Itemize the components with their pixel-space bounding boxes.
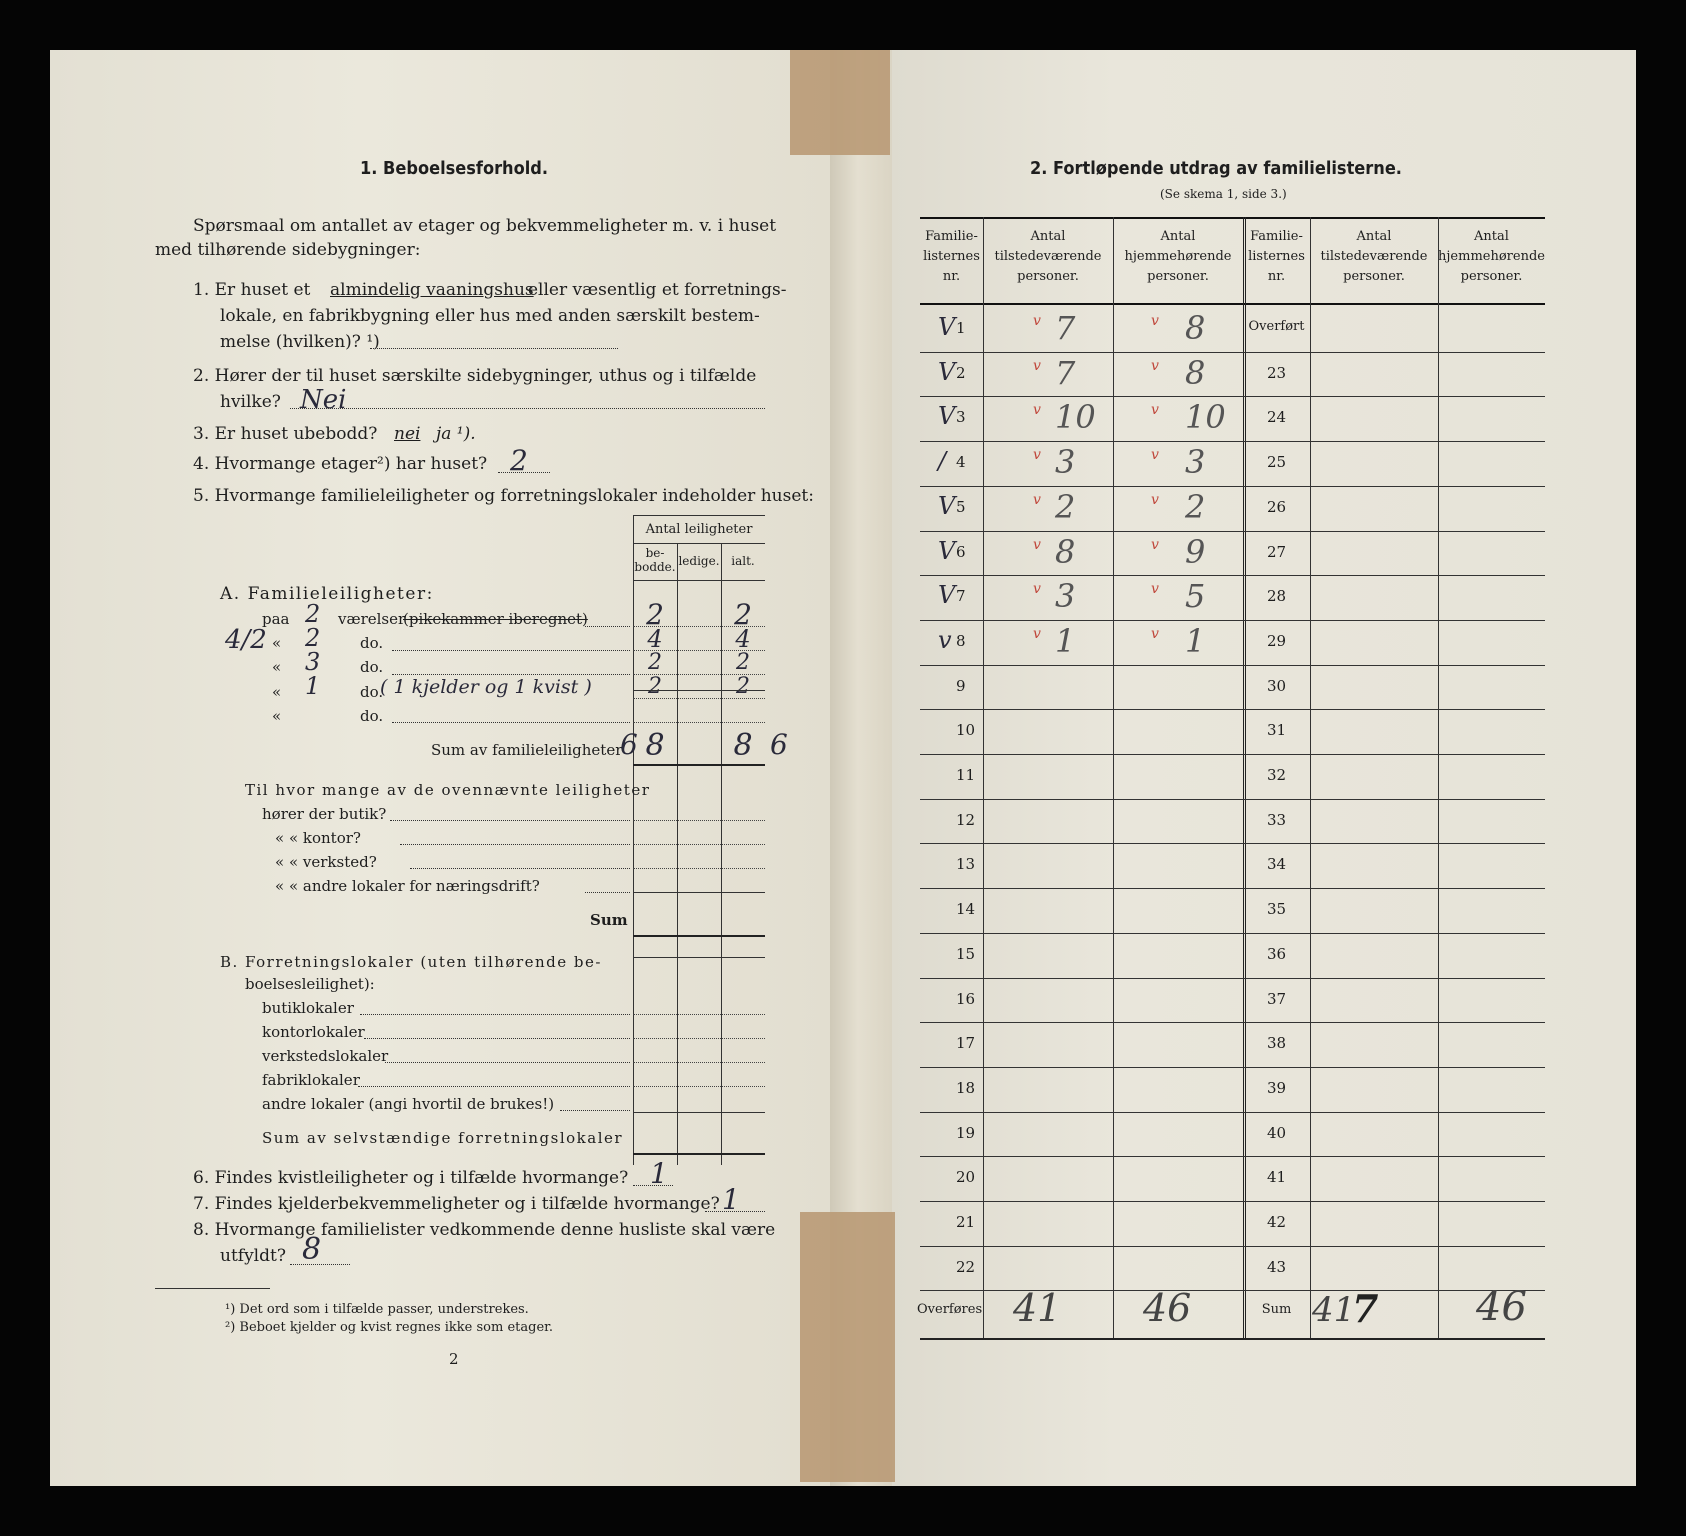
row-check-mark: V [938, 402, 956, 431]
table-row-rule [920, 978, 1545, 979]
q6-label: 6. Findes kvistleiligheter og i tilfælde hvormange? [193, 1168, 629, 1188]
row-nr-left: 13 [956, 855, 976, 874]
table-column-rule [983, 217, 984, 1338]
row-nr-right: 39 [1266, 1078, 1287, 1097]
q2-answer-line [290, 408, 765, 409]
row-nr-right: 32 [1266, 766, 1287, 784]
row-nr-left: 19 [956, 1123, 976, 1142]
q3-option-nei: nei [394, 424, 421, 444]
red-check-mark: v [1033, 491, 1041, 508]
row-hjemme: 2 [1185, 487, 1206, 526]
red-check-mark: v [1151, 625, 1159, 642]
red-check-mark: v [1151, 447, 1159, 464]
table-row-rule [920, 754, 1545, 755]
table-column-rule [1310, 217, 1311, 1338]
row-nr-right: 26 [1266, 497, 1287, 516]
row-nr-right: 41 [1266, 1168, 1287, 1187]
row1-paa: paa [262, 610, 290, 628]
row-check-mark: V [938, 491, 956, 520]
row-check-mark: / [938, 447, 947, 476]
row4-note: ( 1 kjelder og 1 kvist ) [380, 676, 592, 698]
header-nr-right: Familie- listernes nr. [1248, 229, 1305, 284]
intro-line-2: med tilhørende sidebygninger: [155, 240, 421, 260]
row-nr-right: 36 [1266, 944, 1287, 963]
red-check-mark: v [1033, 313, 1041, 329]
row-hjemme: 3 [1185, 443, 1206, 482]
row4-rooms: 1 [305, 672, 321, 700]
q1-label: 1. Er huset et [193, 280, 311, 300]
row3-do: do. [360, 658, 384, 676]
row-nr-left: 6 [956, 542, 966, 561]
row-nr-left: 16 [956, 989, 976, 1008]
q5-table-top [633, 515, 765, 516]
row-nr-right: 27 [1266, 542, 1287, 561]
overfores-hjemme: 46 [1143, 1286, 1192, 1331]
row-nr-left: 10 [956, 721, 976, 740]
row4-ialt: 2 [736, 674, 750, 699]
row3-ialt: 2 [736, 650, 750, 675]
table-column-rule [1438, 217, 1439, 1338]
red-check-mark: v [1151, 581, 1159, 598]
b-item-fabriklokaler: fabriklokaler [262, 1071, 360, 1089]
row-nr-right: 31 [1266, 721, 1287, 740]
row-nr-left: 21 [956, 1213, 976, 1231]
section-b-title-2: boelsesleilighet): [245, 975, 375, 993]
row1-ialt: 2 [734, 598, 752, 631]
red-check-mark: v [1033, 357, 1041, 374]
table-row-rule [920, 933, 1545, 934]
table-row-rule [920, 1112, 1545, 1113]
right-title: 2. Fortløpende utdrag av familielisterne. [1030, 158, 1402, 179]
til-hvor-mange: Til hvor mange av de ovennævnte leiligheter [245, 781, 651, 799]
red-check-mark: v [1033, 536, 1041, 553]
row-nr-right: 30 [1266, 676, 1287, 695]
table-row-rule [920, 1156, 1545, 1157]
row-nr-right: 43 [1266, 1257, 1287, 1276]
row-tilstede: 7 [1055, 309, 1076, 347]
sum-familie-ialt: 8 [733, 728, 753, 763]
left-page [50, 50, 838, 1486]
table-row-rule [920, 620, 1545, 621]
row-nr-left: 14 [956, 900, 976, 919]
q1-underlined-answer: almindelig vaaningshus [330, 280, 534, 300]
row-hjemme: 10 [1185, 398, 1226, 437]
row-nr-left: 18 [956, 1078, 976, 1097]
row-check-mark: V [938, 581, 956, 610]
sum-hjemme: 46 [1476, 1284, 1527, 1331]
table-row-rule [920, 888, 1545, 889]
q8-answer: 8 [302, 1232, 322, 1267]
row-nr-left: 1 [956, 319, 966, 337]
row-nr-left: 8 [956, 631, 966, 650]
row-nr-right: 42 [1266, 1213, 1287, 1231]
row-nr-right: 24 [1266, 408, 1287, 427]
header-nr-left: Familie- listernes nr. [923, 229, 980, 284]
table-row-rule [920, 531, 1545, 532]
right-subtitle: (Se skema 1, side 3.) [1160, 187, 1287, 201]
row-nr-left: 17 [956, 1034, 976, 1053]
row-nr-left: 5 [956, 497, 966, 516]
row-tilstede: 7 [1055, 353, 1076, 392]
red-check-mark: v [1033, 581, 1041, 598]
row1-bebodde: 2 [646, 598, 664, 631]
table-row-rule [920, 1246, 1545, 1247]
sum-tilstede: 41 [1312, 1290, 1356, 1331]
q3-option-ja: ja ¹). [436, 424, 476, 444]
row-nr-left: 9 [956, 676, 966, 695]
red-check-mark: v [1033, 447, 1041, 464]
row5-ditto: « [272, 707, 282, 725]
row-nr-right: 37 [1266, 989, 1287, 1008]
row-tilstede: 3 [1055, 577, 1076, 616]
row-nr-left: 4 [956, 453, 966, 472]
overfores-tilstede: 41 [1013, 1286, 1062, 1331]
row-check-mark: V [938, 536, 956, 565]
row-nr-right: 29 [1266, 631, 1287, 650]
table-header-rule [920, 303, 1545, 305]
footnote-2: ²) Beboet kjelder og kvist regnes ikke som etager. [225, 1320, 554, 1335]
row-nr-right: 40 [1266, 1123, 1287, 1142]
row-tilstede: 1 [1055, 621, 1076, 660]
q1-line-3: melse (hvilken)? ¹) [220, 332, 380, 352]
row-nr-right: Overført [1248, 319, 1305, 334]
andre-lokaler: « « andre lokaler for næringsdrift? [275, 877, 540, 895]
row-nr-right: 23 [1266, 363, 1287, 382]
red-check-mark: v [1151, 357, 1159, 374]
overfores-label: Overføres [917, 1302, 983, 1318]
q2-handwritten-answer: Nei [300, 385, 347, 415]
b-item-verkstedslokaler: verkstedslokaler [262, 1047, 389, 1065]
row-tilstede: 3 [1055, 443, 1076, 482]
table-row-rule [920, 709, 1545, 710]
q6-answer: 1 [650, 1157, 668, 1190]
q8-line-1: 8. Hvormange familielister vedkommende denne husliste skal være [193, 1220, 776, 1240]
row2-bebodde: 4 [647, 625, 663, 653]
row-nr-right: 35 [1266, 900, 1287, 919]
row-nr-left: 12 [956, 810, 976, 829]
kontor: « « kontor? [275, 829, 361, 847]
sum-familie-margin-right: 6 [770, 728, 788, 761]
section-b-title-1: B. Forretningslokaler (uten tilhørende be- [220, 953, 602, 971]
q7-answer: 1 [722, 1183, 740, 1216]
page-number: 2 [449, 1350, 459, 1368]
b-item-andre-lokaler: andre lokaler (angi hvortil de brukes!) [262, 1095, 555, 1113]
row2-rooms: 2 [305, 624, 321, 652]
table-row-rule [920, 1067, 1545, 1068]
q2-line-2: hvilke? [220, 392, 281, 412]
row-nr-right: 28 [1266, 587, 1287, 606]
red-check-mark: v [1151, 402, 1159, 419]
row4-bebodde: 2 [648, 674, 662, 699]
tape-top [790, 50, 890, 155]
table-row-rule [920, 486, 1545, 487]
row-nr-right: 34 [1266, 855, 1287, 874]
row-nr-left: 7 [956, 587, 966, 606]
b-item-butiklokaler: butiklokaler [262, 999, 354, 1017]
left-title: 1. Beboelsesforhold. [360, 158, 549, 179]
red-check-mark: v [1033, 625, 1041, 642]
header-tilstede-left: Antal tilstedeværende personer. [994, 229, 1102, 284]
row-nr-left: 20 [956, 1168, 976, 1187]
table-row-rule [920, 1201, 1545, 1202]
row-hjemme: 5 [1185, 577, 1206, 616]
row3-bebodde: 2 [648, 650, 662, 675]
q1-label-end: eller væsentlig et forretnings- [528, 280, 787, 300]
row1-pikekammer: (pikekammer iberegnet) [403, 610, 588, 628]
b-item-kontorlokaler: kontorlokaler [262, 1023, 365, 1041]
horer-butik: hører der butik? [262, 805, 387, 823]
table-top-rule [920, 217, 1545, 219]
tape-bottom [800, 1212, 895, 1482]
col-ledige: ledige. [678, 554, 720, 568]
table-row-rule [920, 665, 1545, 666]
row-nr-left: 3 [956, 408, 966, 427]
table-row-rule [920, 799, 1545, 800]
row-check-mark: V [938, 357, 956, 386]
verksted: « « verksted? [275, 853, 377, 871]
row-hjemme: 8 [1185, 309, 1206, 347]
row1-vaerelser: værelser [338, 610, 406, 628]
q4-label: 4. Hvormange etager²) har huset? [193, 454, 488, 474]
footnote-1: ¹) Det ord som i tilfælde passer, understrekes. [225, 1302, 529, 1317]
sum-label: Sum [1261, 1302, 1292, 1318]
q1-answer-line [370, 348, 618, 349]
row1-rooms: 2 [305, 600, 321, 628]
row-nr-left: 22 [956, 1257, 976, 1276]
row-nr-left: 11 [956, 766, 976, 784]
row-tilstede: 2 [1055, 487, 1076, 526]
row-check-mark: v [938, 625, 952, 654]
row-check-mark: V [938, 313, 956, 341]
row-nr-left: 15 [956, 944, 976, 963]
header-hjemme-right: Antal hjemmehørende personer. [1438, 229, 1545, 284]
table-row-rule [920, 352, 1545, 353]
row2-ialt: 4 [735, 625, 751, 653]
table-row-rule [920, 1022, 1545, 1023]
header-hjemme-left: Antal hjemmehørende personer. [1124, 229, 1232, 284]
row-nr-right: 38 [1266, 1034, 1287, 1053]
sum-b-label: Sum av selvstændige forretningslokaler [262, 1129, 624, 1147]
col-ialt: ialt. [731, 554, 755, 568]
col-bebodde: be- bodde. [634, 546, 676, 574]
table-row-rule [920, 843, 1545, 844]
q4-handwritten-answer: 2 [510, 444, 528, 477]
sum-a-label: Sum [590, 911, 628, 929]
row-hjemme: 9 [1185, 532, 1206, 571]
footnote-divider [155, 1288, 270, 1289]
margin-note: 4/2 [225, 625, 267, 655]
row-hjemme: 8 [1185, 353, 1206, 392]
row-tilstede: 10 [1055, 398, 1096, 437]
table-column-rule [1113, 217, 1114, 1338]
row-nr-left: 2 [956, 363, 966, 382]
q3-label: 3. Er huset ubebodd? [193, 424, 378, 444]
q4-answer-line [498, 472, 550, 473]
sum-familie-margin: 6 [620, 728, 638, 761]
row5-do: do. [360, 707, 384, 725]
row3-rooms: 3 [305, 648, 321, 676]
q8-line-2: utfyldt? [220, 1246, 286, 1266]
row2-do: do. [360, 634, 384, 652]
row2-ditto: « [272, 634, 282, 652]
row4-do: do. [360, 683, 384, 701]
sum-familie-bebodde: 8 [645, 728, 665, 763]
intro-line-1: Spørsmaal om antallet av etager og bekvemmeligheter m. v. i huset [193, 216, 777, 236]
red-check-mark: v [1151, 536, 1159, 553]
table-row-rule [920, 441, 1545, 442]
row3-ditto: « [272, 658, 282, 676]
section-a-title: A. Familieleiligheter: [220, 584, 434, 604]
row4-ditto: « [272, 683, 282, 701]
sum-tilstede-correction: 7 [1352, 1286, 1379, 1332]
row-nr-right: 33 [1266, 810, 1287, 829]
row-hjemme: 1 [1185, 621, 1206, 660]
q2-line-1: 2. Hører der til huset særskilte sidebygninger, uthus og i tilfælde [193, 366, 757, 386]
table-row-rule [920, 575, 1545, 576]
row-nr-right: 25 [1266, 453, 1287, 472]
q5-label: 5. Hvormange familieleiligheter og forretningslokaler indeholder huset: [193, 486, 814, 506]
red-check-mark: v [1151, 313, 1159, 329]
row-tilstede: 8 [1055, 532, 1076, 571]
q7-label: 7. Findes kjelderbekvemmeligheter og i tilfælde hvormange? [193, 1194, 720, 1214]
header-tilstede-right: Antal tilstedeværende personer. [1320, 229, 1428, 284]
sum-familie-label: Sum av familieleiligheter [431, 741, 623, 759]
table-bottom-rule [920, 1338, 1545, 1340]
q1-line-2: lokale, en fabrikbygning eller hus med anden særskilt bestem- [220, 306, 760, 326]
red-check-mark: v [1033, 402, 1041, 419]
table-row-rule [920, 396, 1545, 397]
red-check-mark: v [1151, 491, 1159, 508]
q5-table-header: Antal leiligheter [645, 522, 753, 537]
